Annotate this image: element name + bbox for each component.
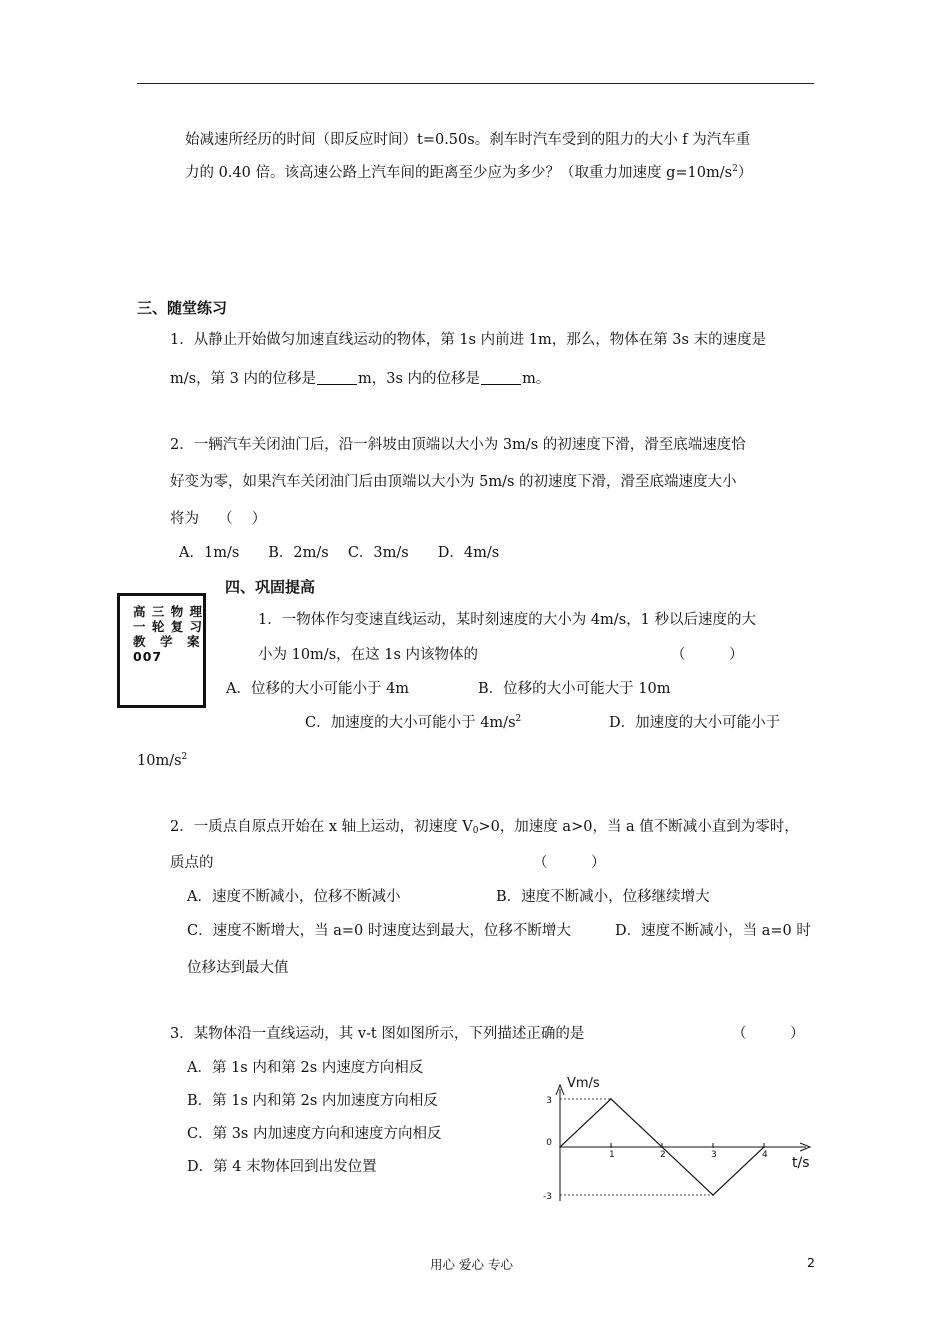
s4-q1-option-d-cont: $10m/s^2$ bbox=[137, 752, 188, 769]
s4-q3-option-c: C．第 3s 内加速度方向和速度方向相反 bbox=[187, 1126, 442, 1142]
data-point bbox=[712, 1194, 714, 1196]
stamp-line-4: 007 bbox=[133, 649, 163, 664]
s4-q3-option-b: B．第 1s 内和第 2s 内加速度方向相反 bbox=[187, 1093, 438, 1109]
x-axis-label: t/s bbox=[792, 1155, 810, 1171]
s4-q3-paren: （ ） bbox=[732, 1026, 805, 1042]
intro-line-1: 始减速所经历的时间（即反应时间）t=0.50s。刹车时汽车受到的阻力的大小 f 为汽车重 bbox=[185, 132, 751, 148]
stamp-line-2: 一 轮 复 习 bbox=[133, 619, 204, 634]
s4-q2-option-b: B．速度不断减小，位移继续增大 bbox=[496, 889, 710, 905]
s4-q1-option-b: B．位移的大小可能大于 10m bbox=[478, 681, 671, 697]
s4-q1-option-c: C．加速度的大小可能小于 $4m/s^2$ bbox=[305, 714, 522, 731]
section-3-heading: 三、随堂练习 bbox=[137, 299, 228, 317]
answer-blank bbox=[481, 370, 521, 385]
answer-blank bbox=[317, 370, 357, 385]
data-point bbox=[559, 1146, 561, 1148]
lesson-stamp bbox=[117, 593, 206, 708]
s4-q2-line-2: 质点的 bbox=[170, 855, 214, 871]
x-tick-label: 2 bbox=[660, 1150, 666, 1160]
x-tick-label: 4 bbox=[762, 1150, 768, 1160]
s4-q1-line-1: 1．一物体作匀变速直线运动，某时刻速度的大小为 4m/s，1 秒以后速度的大 bbox=[258, 612, 756, 628]
y-tick-label: -3 bbox=[543, 1192, 552, 1202]
s4-q2-line-1: 2．一质点自原点开始在 x 轴上运动，初速度 $V_0>0$，加速度 a>0，当 a 值不断减小直到为零时， bbox=[170, 819, 799, 836]
stamp-line-1: 高 三 物 理 bbox=[133, 604, 204, 619]
s3-q2-line-3: 将为 （ ） bbox=[170, 511, 267, 527]
s4-q2-paren: （ ） bbox=[533, 855, 606, 871]
s4-q1-line-2: 小为 10m/s，在这 1s 内该物体的 bbox=[258, 647, 479, 663]
section-4-heading: 四、巩固提高 bbox=[225, 578, 316, 596]
s4-q2-option-a: A．速度不断减小，位移不断减小 bbox=[187, 889, 401, 905]
x-tick-label: 1 bbox=[609, 1150, 615, 1160]
s3-q2-line-2: 好变为零，如果汽车关闭油门后由顶端以大小为 5m/s 的初速度下滑，滑至底端速度大小 bbox=[170, 474, 737, 490]
s4-q2-option-d-cont: 位移达到最大值 bbox=[187, 960, 289, 976]
s3-q2-line-1: 2．一辆汽车关闭油门后，沿一斜坡由顶端以大小为 3m/s 的初速度下滑，滑至底端速度恰 bbox=[170, 437, 746, 453]
s3-q2-options: A．1m/s B．2m/s C．3m/s D．4m/s bbox=[179, 545, 500, 561]
footer-motto: 用心 爱心 专心 bbox=[430, 1257, 513, 1272]
s3-q1-line-2: m/s，第 3 内的位移是 m，3s 内的位移是 m。 bbox=[170, 371, 551, 387]
y-tick-label: 0 bbox=[546, 1138, 552, 1148]
s4-q3-line-1: 3．某物体沿一直线运动，其 v-t 图如图所示，下列描述正确的是 bbox=[170, 1026, 585, 1042]
s4-q3-option-a: A．第 1s 内和第 2s 内速度方向相反 bbox=[187, 1060, 424, 1076]
s4-q1-option-a: A．位移的大小可能小于 4m bbox=[226, 681, 410, 697]
s4-q1-paren: （ ） bbox=[671, 647, 744, 663]
x-tick-label: 3 bbox=[711, 1150, 717, 1160]
s4-q2-option-c: C．速度不断增大，当 a=0 时速度达到最大，位移不断增大 bbox=[187, 923, 571, 939]
s4-q3-option-d: D．第 4 末物体回到出发位置 bbox=[187, 1159, 377, 1175]
page-number: 2 bbox=[807, 1255, 815, 1270]
header-rule bbox=[137, 83, 814, 84]
stamp-line-3: 教 学 案 bbox=[133, 634, 201, 649]
y-axis-label: Vm/s bbox=[567, 1076, 600, 1091]
data-point bbox=[661, 1146, 663, 1148]
intro-line-2: 力的 0.40 倍。该高速公路上汽车间的距离至少应为多少？（取重力加速度 $g=10m/s^2$） bbox=[185, 164, 753, 181]
y-tick-label: 3 bbox=[546, 1096, 552, 1106]
vt-graph bbox=[530, 1068, 820, 1218]
s3-q1-line-1: 1．从静止开始做匀加速直线运动的物体，第 1s 内前进 1m，那么，物体在第 3s 末的速度是 bbox=[170, 332, 767, 348]
data-point bbox=[763, 1146, 765, 1148]
data-point bbox=[610, 1098, 612, 1100]
s4-q1-option-d: D．加速度的大小可能小于 bbox=[609, 715, 781, 731]
s4-q2-option-d: D．速度不断减小，当 a=0 时 bbox=[615, 923, 811, 939]
